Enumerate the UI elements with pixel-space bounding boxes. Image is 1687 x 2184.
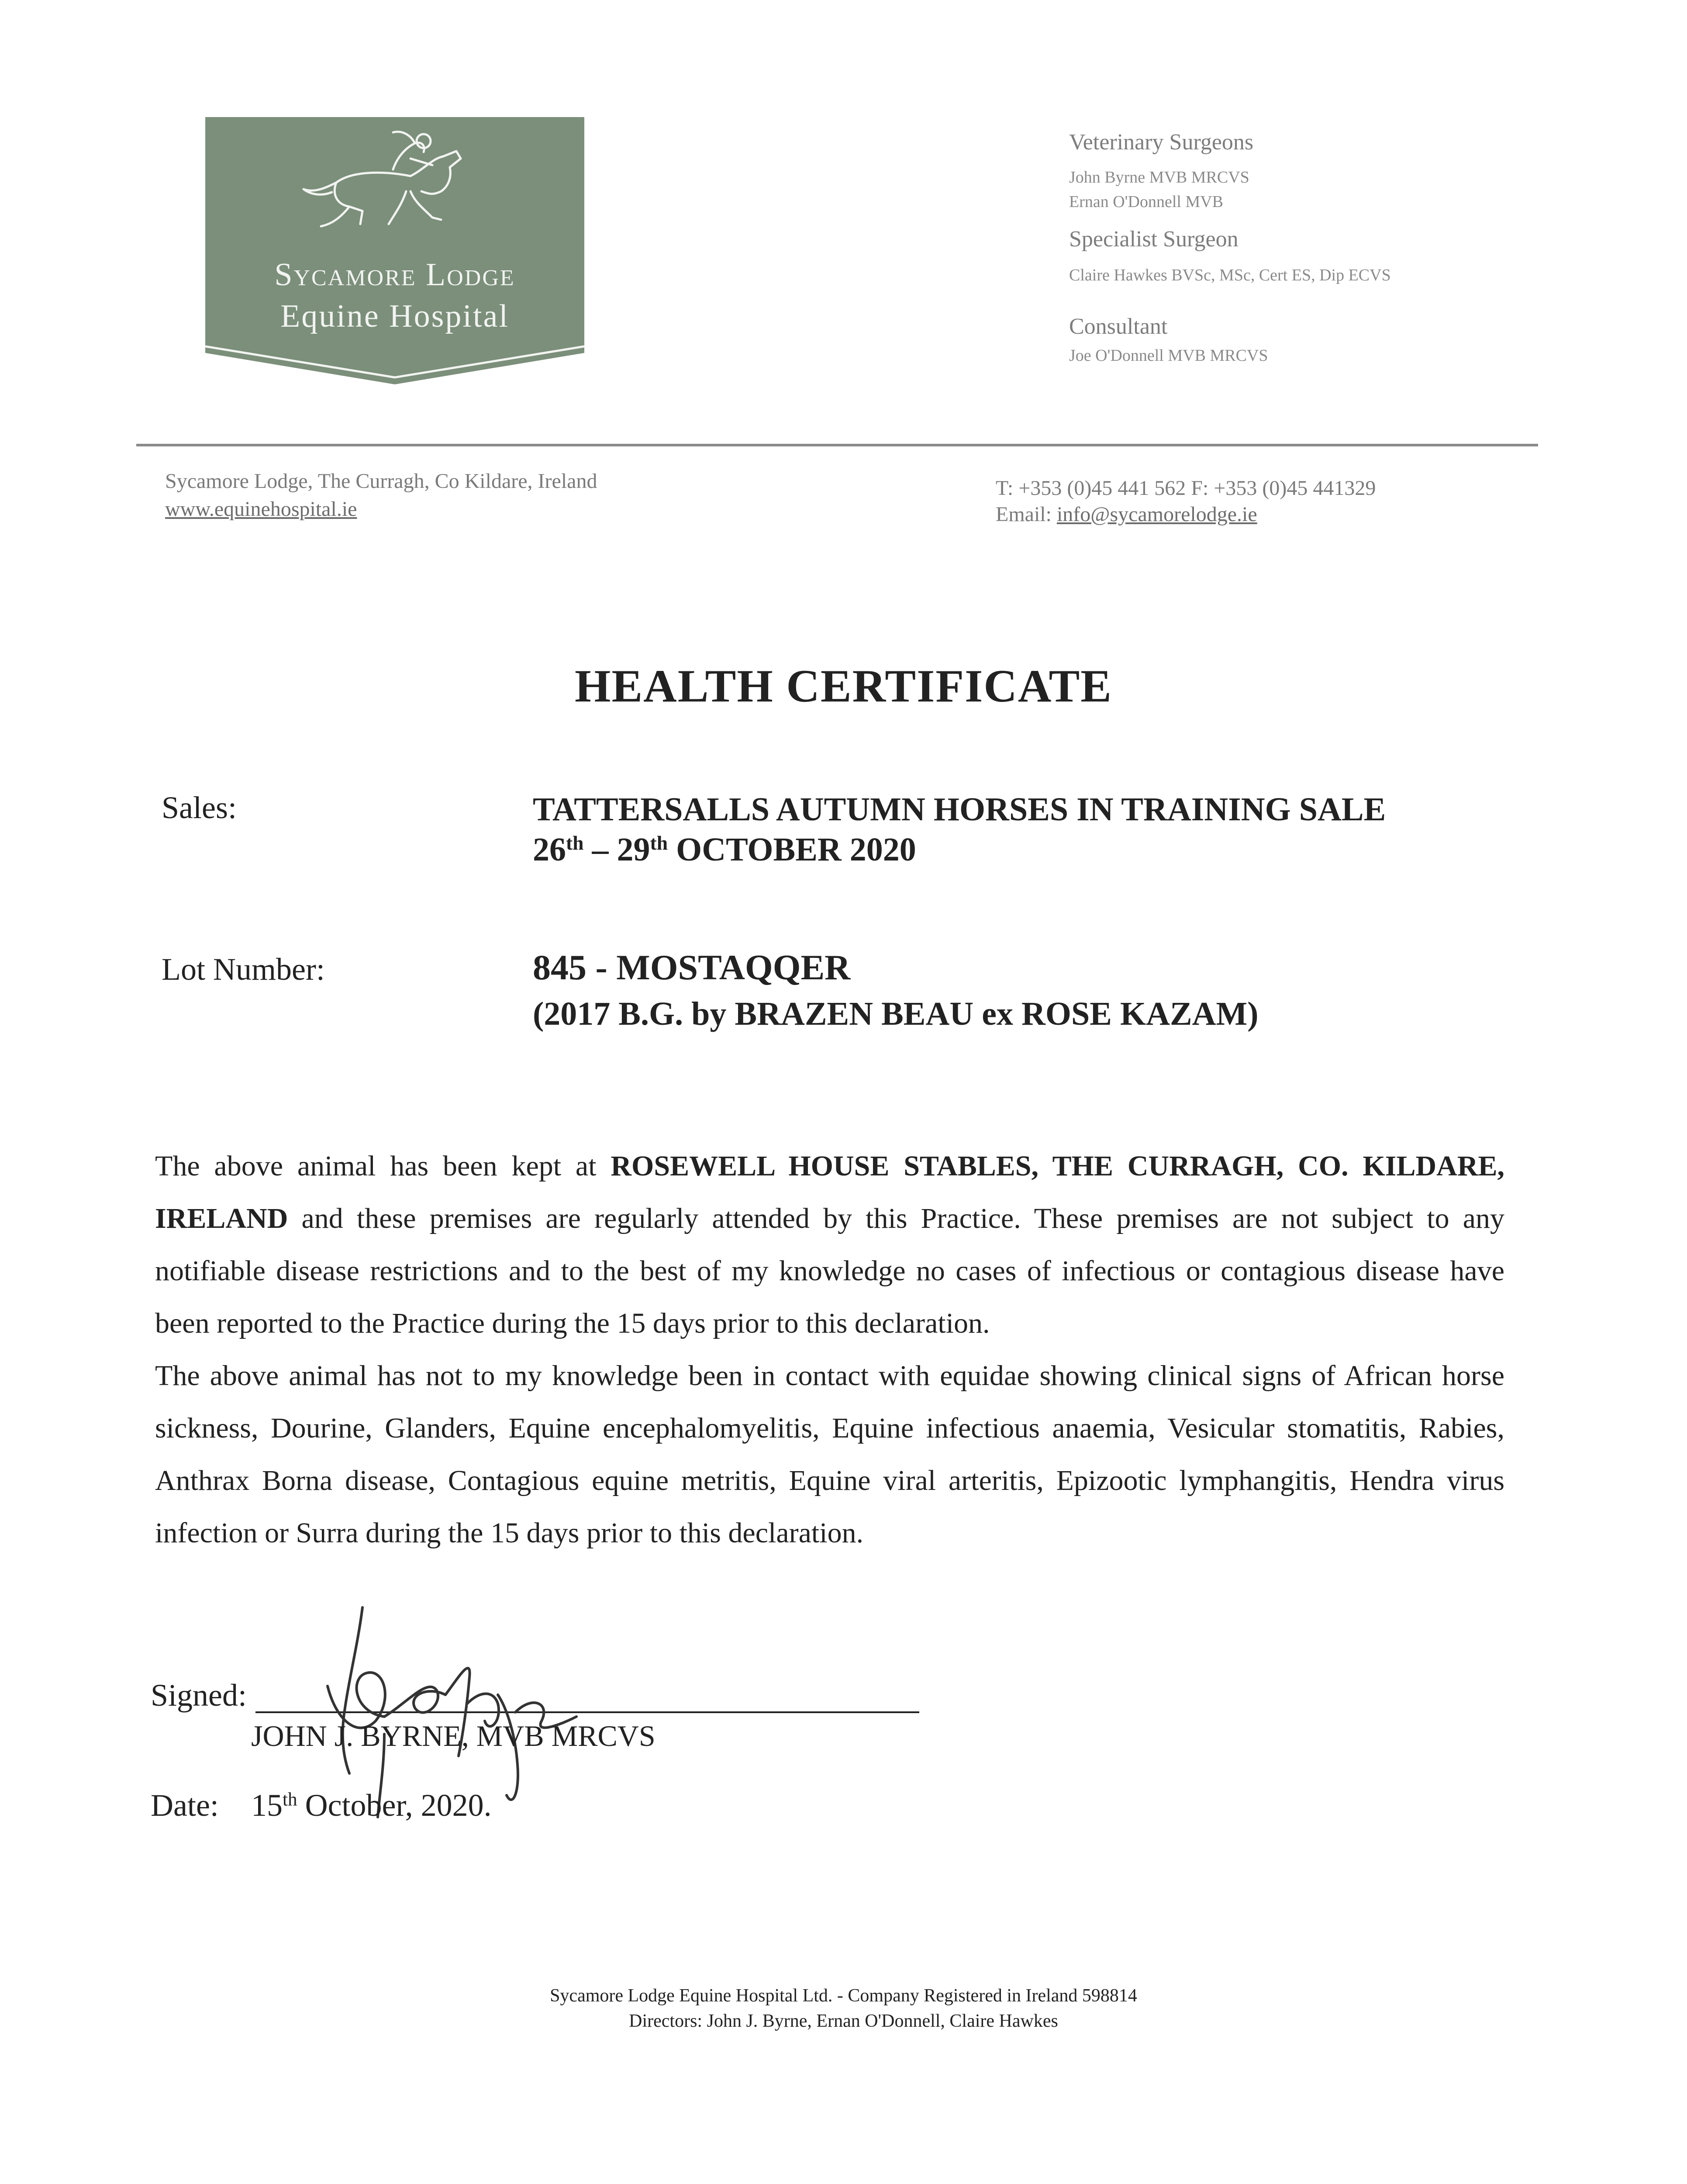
date-day-suffix: th <box>283 1789 297 1810</box>
sales-day2: 29 <box>617 831 650 868</box>
sales-month-year: OCTOBER 2020 <box>668 831 916 868</box>
logo-line1: Sycamore Lodge <box>274 257 515 293</box>
lot-label: Lot Number: <box>162 952 325 987</box>
sales-day2-suffix: th <box>650 831 668 854</box>
sales-dates <box>533 831 916 869</box>
email-label: Email: <box>996 503 1057 526</box>
phone-fax: T: +353 (0)45 441 562 F: +353 (0)45 441329 <box>996 477 1376 500</box>
vets-heading: Veterinary Surgeons <box>1069 130 1254 155</box>
specialist-heading: Specialist Surgeon <box>1069 227 1239 252</box>
declaration-paragraph-2: The above animal has not to my knowledge been in contact with equidae showing clinical signs of African horse sickness, Dourine, Glanders, Equine encephalomyelitis, Equine infectious anaemia, Vesicular stomatitis, Rabies, Anthrax Borna disease, Contagious equine metritis, Equine viral arteritis, Epizootic lymphangitis, Hendra virus infection or Surra during the 15 days prior to this declaration. <box>155 1360 1504 1549</box>
email-link[interactable]: info@sycamorelodge.ie <box>1056 503 1257 526</box>
specialist-name: Claire Hawkes BVSc, MSc, Cert ES, Dip ECVS <box>1069 266 1391 284</box>
date-day: 15 <box>251 1788 283 1823</box>
vet-name-1: John Byrne MVB MRCVS <box>1069 168 1249 187</box>
declaration-paragraph-1 <box>155 1140 1504 1350</box>
website-text[interactable]: www.equinehospital.ie <box>165 498 357 521</box>
declaration-text <box>155 1140 1504 1559</box>
signed-label: Signed: <box>151 1678 247 1713</box>
p1-intro: The above animal has been kept at <box>155 1150 611 1182</box>
sales-day1: 26 <box>533 831 566 868</box>
lot-number-name: 845 - MOSTAQQER <box>533 947 851 987</box>
footer-company: Sycamore Lodge Equine Hospital Ltd. - Company Registered in Ireland 598814 <box>550 1986 1137 2006</box>
date-rest: October, 2020. <box>297 1788 492 1823</box>
sales-day1-suffix: th <box>566 831 584 854</box>
date-value <box>251 1787 492 1824</box>
p1-rest: and these premises are regularly attended by this Practice. These premises are not subject to any notifiable disease restrictions and to the best of my knowledge no cases of infectious or contagious disease have been reported to the Practice during the 15 days prior to this declaration. <box>155 1203 1504 1339</box>
hospital-logo <box>205 117 584 388</box>
footer <box>0 1983 1687 2034</box>
consultant-name: Joe O'Donnell MVB MRCVS <box>1069 346 1268 365</box>
website-link[interactable] <box>165 497 357 521</box>
premises-location: ROSEWELL HOUSE STABLES, THE CURRAGH, CO. KILDARE, IRELAND <box>155 1150 1505 1234</box>
date-label: Date: <box>151 1788 219 1823</box>
sales-label: Sales: <box>162 790 237 825</box>
address: Sycamore Lodge, The Curragh, Co Kildare, Ireland <box>165 470 597 493</box>
footer-directors: Directors: John J. Byrne, Ernan O'Donnell, Claire Hawkes <box>629 2011 1058 2031</box>
logo-line2: Equine Hospital <box>280 298 509 334</box>
certificate-title: HEALTH CERTIFICATE <box>575 660 1112 712</box>
signatory-name: JOHN J. BYRNE, MVB MRCVS <box>251 1719 655 1752</box>
consultant-heading: Consultant <box>1069 314 1168 339</box>
logo-banner <box>205 117 584 388</box>
sales-name: TATTERSALLS AUTUMN HORSES IN TRAINING SALE <box>533 791 1386 828</box>
lot-pedigree: (2017 B.G. by BRAZEN BEAU ex ROSE KAZAM) <box>533 995 1259 1032</box>
email-line <box>996 502 1257 526</box>
sales-dash: – <box>583 831 617 868</box>
vet-name-2: Ernan O'Donnell MVB <box>1069 193 1224 211</box>
header-divider <box>136 444 1538 446</box>
